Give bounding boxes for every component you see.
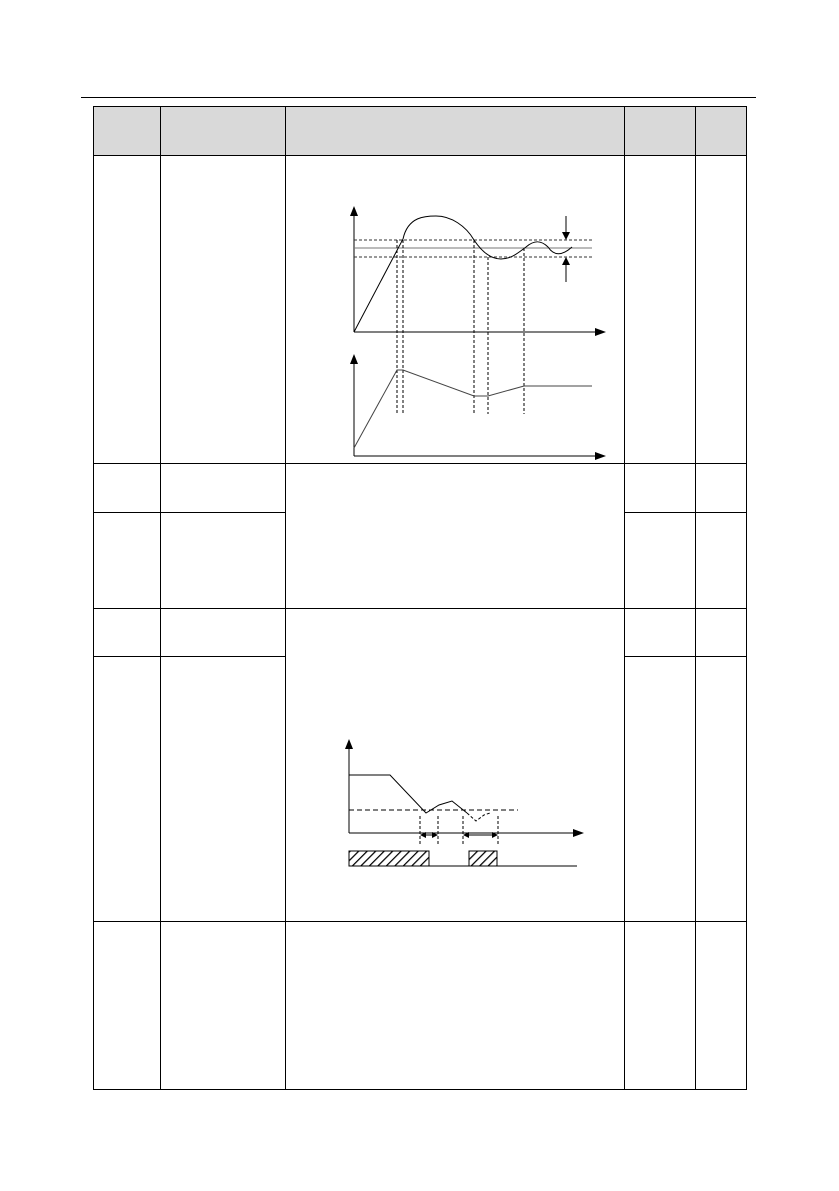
header-cell-modify <box>696 107 747 156</box>
header-cell-description <box>286 107 625 156</box>
row4-default-cell <box>625 609 696 657</box>
table-row <box>94 922 747 1090</box>
row1-description-cell <box>286 156 625 464</box>
row6-code-cell <box>94 922 161 1090</box>
row6-name-cell <box>161 922 286 1090</box>
row6-default-cell <box>625 922 696 1090</box>
row3-default-cell <box>625 513 696 609</box>
row4-modify-cell <box>696 609 747 657</box>
header-cell-default <box>625 107 696 156</box>
table-row <box>94 464 747 513</box>
row1-default-cell <box>625 156 696 464</box>
table-header-row <box>94 107 747 156</box>
row4-code-cell <box>94 609 161 657</box>
table-row <box>94 609 747 657</box>
row5-name-cell <box>161 657 286 922</box>
row2-default-cell <box>625 464 696 513</box>
row2-modify-cell <box>696 464 747 513</box>
table-row <box>94 156 747 464</box>
row2-description-cell <box>286 464 625 609</box>
row6-modify-cell <box>696 922 747 1090</box>
row6-description-cell <box>286 922 625 1090</box>
parameter-table <box>93 106 747 1090</box>
row3-code-cell <box>94 513 161 609</box>
row3-name-cell <box>161 513 286 609</box>
header-rule <box>81 97 756 98</box>
row4-name-cell <box>161 609 286 657</box>
row1-name-cell <box>161 156 286 464</box>
row1-modify-cell <box>696 156 747 464</box>
speed-arrival-detection-diagram <box>286 156 625 462</box>
row4-description-cell <box>286 609 625 922</box>
header-cell-code <box>94 107 161 156</box>
row3-modify-cell <box>696 513 747 609</box>
row5-code-cell <box>94 657 161 922</box>
row1-code-cell <box>94 156 161 464</box>
row5-default-cell <box>625 657 696 922</box>
row5-modify-cell <box>696 657 747 922</box>
header-cell-name <box>161 107 286 156</box>
sleep-wake-timing-diagram <box>286 609 625 920</box>
row2-name-cell <box>161 464 286 513</box>
row2-code-cell <box>94 464 161 513</box>
